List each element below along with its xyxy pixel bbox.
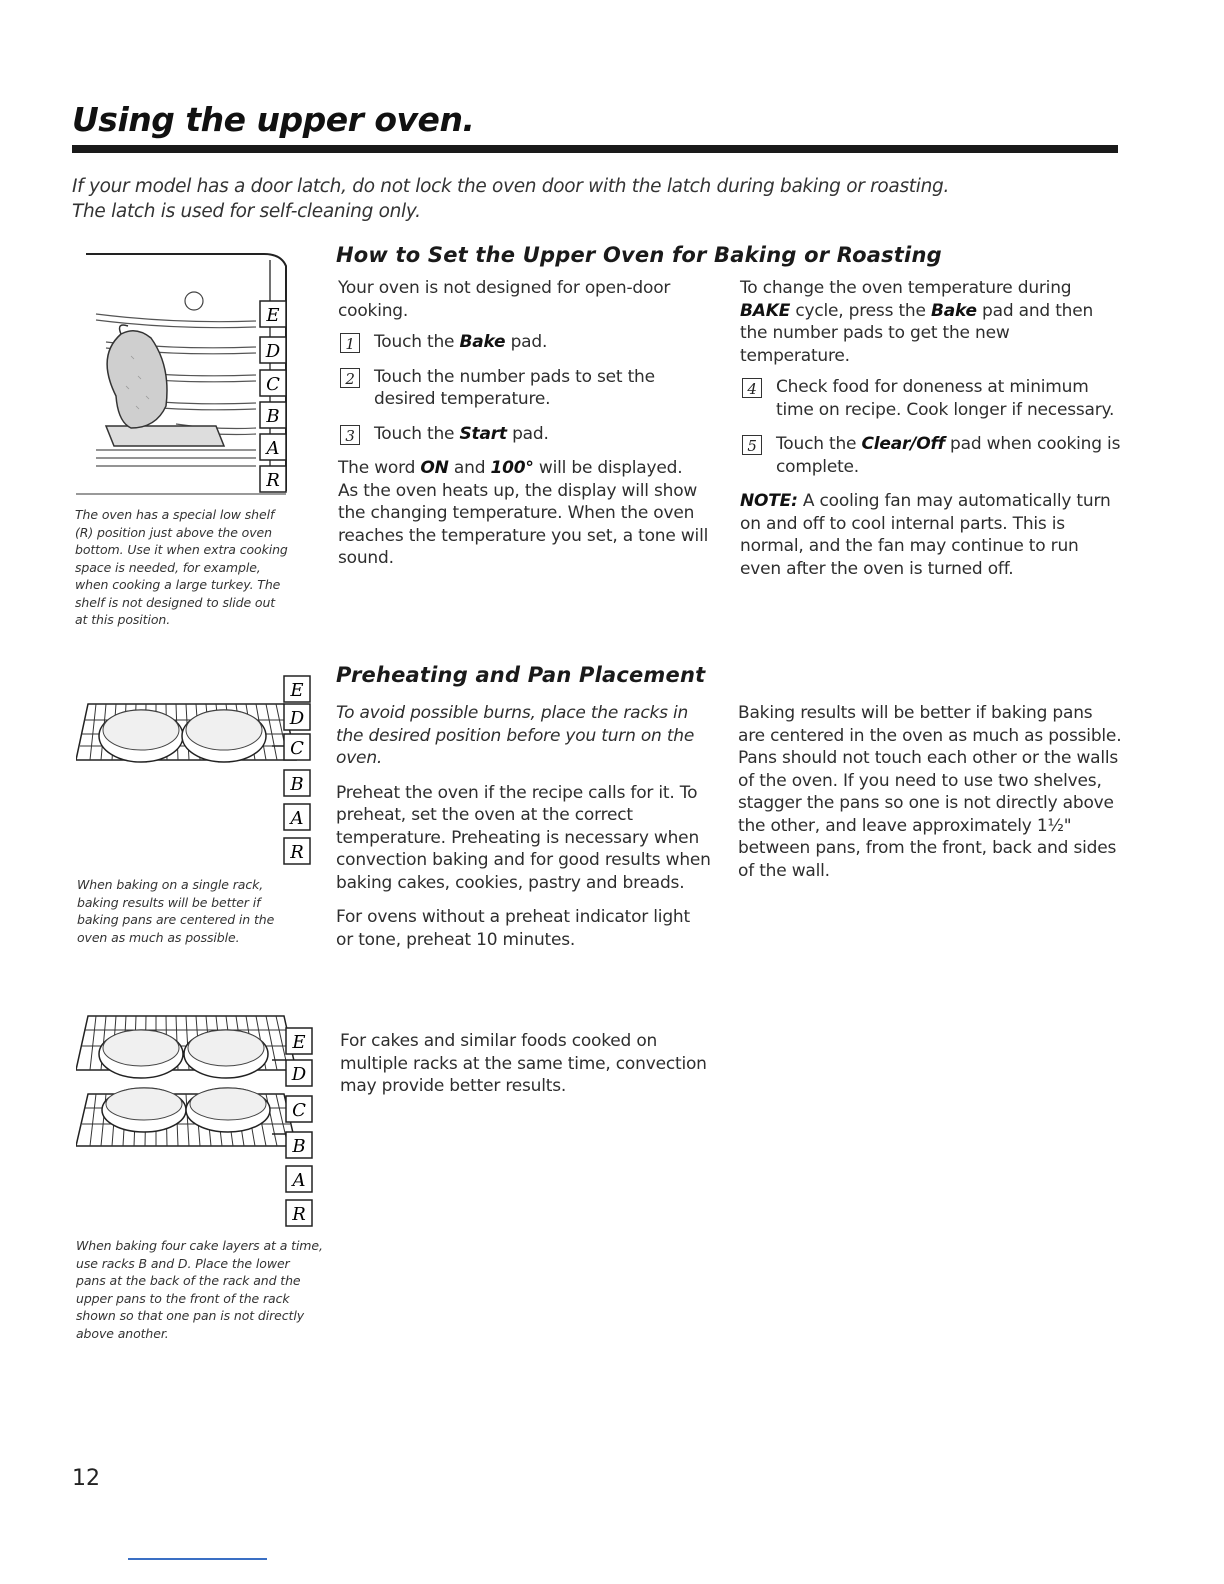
- rack-label-C: C: [266, 374, 280, 395]
- rack-label-B: B: [292, 1136, 306, 1157]
- rack-label-A: A: [292, 1170, 306, 1191]
- step-1: 1 Touch the Bake pad.: [338, 331, 718, 354]
- single-rack-illustration: [76, 664, 316, 870]
- step-2: 2 Touch the number pads to set the desired temperature.: [338, 366, 718, 411]
- two-rack-illustration: [76, 986, 318, 1228]
- change-temperature-note: To change the oven temperature during BAKE cycle, press the Bake pad and then the number pads to get the new temperature.: [740, 278, 1094, 366]
- step-number-3: 3: [340, 425, 360, 445]
- burn-warning: To avoid possible burns, place the racks in the desired position before you turn on the oven.: [336, 703, 695, 768]
- rack-label-D: D: [265, 341, 281, 362]
- rack-labels: [260, 301, 286, 492]
- rack-label-A: A: [290, 808, 304, 829]
- step-3: 3 Touch the Start pad.: [338, 423, 718, 446]
- rack-label-R: R: [290, 842, 304, 863]
- preheat-duration: For ovens without a preheat indicator light or tone, preheat 10 minutes.: [336, 907, 690, 950]
- step-number-2: 2: [340, 368, 360, 388]
- rack-label-B: B: [290, 774, 304, 795]
- page-title: Using the upper oven.: [72, 100, 475, 139]
- step-number-1: 1: [340, 333, 360, 353]
- rack-label-D: D: [291, 1064, 307, 1085]
- rack-label-R: R: [292, 1204, 306, 1225]
- rack-label-E: E: [290, 680, 304, 701]
- rack-label-E: E: [266, 305, 280, 326]
- footer-line: [128, 1558, 267, 1560]
- intro-note: [72, 174, 949, 224]
- cooling-fan-note: NOTE: A cooling fan may automatically turn on and off to cool internal parts. This is normal, and the fan may continue to run even after the oven is turned off.: [740, 491, 1111, 579]
- caption-single-rack: When baking on a single rack, baking results will be better if baking pans are centered in the oven as much as possible.: [77, 877, 275, 945]
- rack-label-C: C: [292, 1100, 306, 1121]
- oven-turkey-illustration: [76, 246, 316, 498]
- step-4: 4 Check food for doneness at minimum time on recipe. Cook longer if necessary.: [740, 376, 1122, 421]
- intro-line-2: The latch is used for self-cleaning only.: [72, 201, 421, 222]
- rack-label-A: A: [266, 438, 280, 459]
- pan-placement-note: Baking results will be better if baking pans are centered in the oven as much as possible. Pans should not touch each other or the walls of the oven. If you need to use two shelves, stagger the pans so one is not directly above the other, and leave approximately 1½" between pans, from the front, back and sides of the wall.: [738, 703, 1122, 881]
- page-number: 12: [72, 1466, 100, 1491]
- preheat-instructions: Preheat the oven if the recipe calls for it. To preheat, set the oven at the correct temperature. Preheating is necessary when convection baking and for good results when baking cakes, cookies, pastry and breads.: [336, 782, 711, 893]
- rack-label-R: R: [266, 470, 280, 491]
- section-heading-baking: How to Set the Upper Oven for Baking or Roasting: [336, 243, 942, 267]
- convection-note: For cakes and similar foods cooked on multiple racks at the same time, convection may provide better results.: [340, 1031, 707, 1096]
- start-pad-label: Start: [459, 423, 507, 444]
- preheating-right-column: [738, 702, 1122, 891]
- step-number-5: 5: [742, 435, 762, 455]
- convection-column: [340, 1030, 718, 1107]
- preheating-left-column: [336, 702, 712, 960]
- clear-off-pad-label: Clear/Off: [861, 434, 945, 454]
- display-note: The word ON and 100° will be displayed.: [338, 458, 683, 478]
- rack-label-B: B: [266, 406, 280, 427]
- rack-label-E: E: [292, 1032, 306, 1053]
- open-door-note: Your oven is not designed for open-door cooking.: [338, 278, 671, 321]
- rack-label-C: C: [290, 738, 304, 759]
- caption-low-shelf: The oven has a special low shelf (R) position just above the oven bottom. Use it when extra cooking space is needed, for example, when cooking a large turkey. The shelf is not designed to slide out at this position.: [75, 507, 288, 627]
- caption-four-layers: When baking four cake layers at a time, use racks B and D. Place the lower pans at the back of the rack and the upper pans to the front of the rack shown so that one pan is not directly above another.: [76, 1238, 323, 1341]
- rack-label-D: D: [289, 708, 305, 729]
- heating-note: As the oven heats up, the display will show the changing temperature. When the oven reaches the temperature you set, a tone will sound.: [338, 480, 709, 568]
- bake-pad-label: Bake: [459, 332, 506, 352]
- intro-line-1: If your model has a door latch, do not lock the oven door with the latch during baking or roasting.: [72, 176, 950, 197]
- step-number-4: 4: [742, 378, 762, 398]
- baking-left-column: [338, 277, 718, 579]
- step-5: 5 Touch the Clear/Off pad when cooking is complete.: [740, 433, 1122, 478]
- baking-right-column: [740, 277, 1122, 589]
- section-heading-preheating: Preheating and Pan Placement: [336, 663, 706, 687]
- title-rule: [72, 145, 1118, 153]
